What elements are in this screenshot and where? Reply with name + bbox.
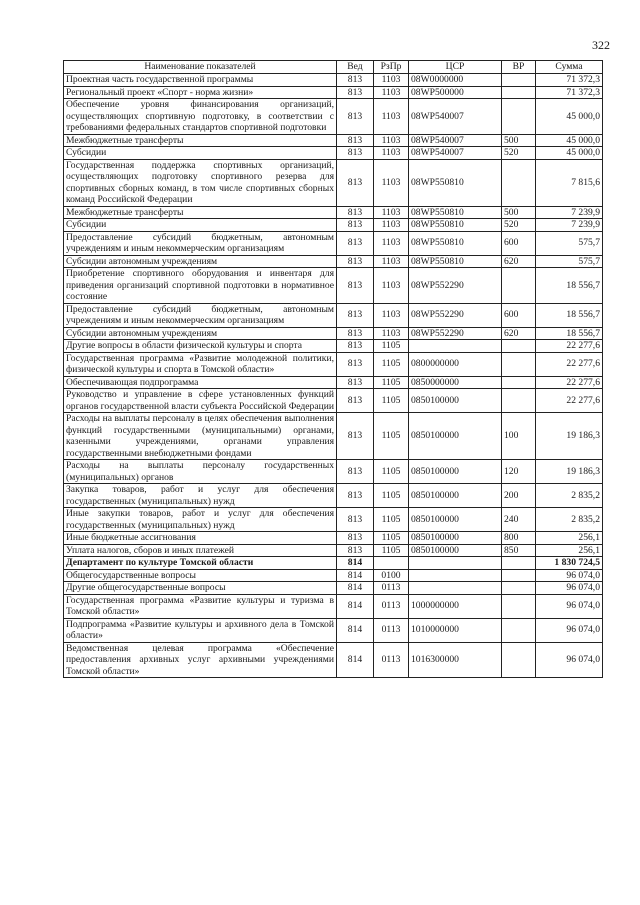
cell-ved: 813: [337, 255, 374, 268]
cell-rzpr: 1103: [374, 159, 409, 206]
cell-ved: 813: [337, 532, 374, 545]
cell-vr: 620: [502, 327, 536, 340]
cell-name: Иные бюджетные ассигнования: [64, 532, 337, 545]
table-row: [64, 484, 603, 508]
table-row: [64, 134, 603, 147]
cell-name: Расходы на выплаты персоналу в целях обеспечения выполнения функций государственными (муниципальными) органами, казенными учреждениями, органами управления государственными внебюджетными фондами: [64, 413, 337, 460]
cell-rzpr: 1105: [374, 460, 409, 484]
cell-vr: 240: [502, 508, 536, 532]
cell-rzpr: 1103: [374, 268, 409, 304]
cell-rzpr: 1105: [374, 352, 409, 376]
cell-sum: 45 000,0: [536, 99, 603, 135]
cell-csr: 0850100000: [409, 389, 502, 413]
cell-sum: 96 074,0: [536, 594, 603, 618]
header-sum: Сумма: [536, 61, 603, 74]
cell-vr: 800: [502, 532, 536, 545]
table-row: [64, 460, 603, 484]
table-row: [64, 413, 603, 460]
cell-ved: 813: [337, 99, 374, 135]
header-vr: ВР: [502, 61, 536, 74]
table-row: [64, 389, 603, 413]
cell-sum: 7 239,9: [536, 219, 603, 232]
cell-csr: 08WP550810: [409, 231, 502, 255]
cell-ved: 813: [337, 74, 374, 87]
cell-vr: [502, 268, 536, 304]
table-row: [64, 219, 603, 232]
table-row: [64, 303, 603, 327]
table-row: [64, 74, 603, 87]
cell-sum: 19 186,3: [536, 460, 603, 484]
cell-csr: 0850100000: [409, 413, 502, 460]
cell-ved: 813: [337, 206, 374, 219]
cell-csr: 08WP550810: [409, 255, 502, 268]
cell-name: Приобретение спортивного оборудования и инвентаря для приведения организаций спортивной подготовки в нормативное состояние: [64, 268, 337, 304]
cell-rzpr: 1105: [374, 413, 409, 460]
cell-rzpr: 1103: [374, 99, 409, 135]
cell-vr: [502, 642, 536, 678]
cell-ved: 813: [337, 86, 374, 99]
cell-ved: 813: [337, 268, 374, 304]
table-row: [64, 255, 603, 268]
cell-vr: [502, 569, 536, 582]
cell-sum: 96 074,0: [536, 569, 603, 582]
cell-rzpr: 1105: [374, 544, 409, 557]
cell-csr: 0850100000: [409, 508, 502, 532]
cell-sum: 2 835,2: [536, 484, 603, 508]
header-rzpr: РзПр: [374, 61, 409, 74]
cell-sum: 71 372,3: [536, 74, 603, 87]
cell-csr: 0850100000: [409, 460, 502, 484]
cell-name: Межбюджетные трансферты: [64, 134, 337, 147]
table-row: [64, 618, 603, 642]
cell-name: Ведомственная целевая программа «Обеспечение предоставления архивных услуг архивными учреждениями Томской области»: [64, 642, 337, 678]
cell-name: Руководство и управление в сфере установленных функций органов государственной власти субъекта Российской Федерации: [64, 389, 337, 413]
table-row: [64, 642, 603, 678]
cell-name: Расходы на выплаты персоналу государственных (муниципальных) органов: [64, 460, 337, 484]
cell-rzpr: 0113: [374, 582, 409, 595]
cell-rzpr: 1105: [374, 508, 409, 532]
cell-csr: 1016300000: [409, 642, 502, 678]
cell-vr: 500: [502, 206, 536, 219]
cell-sum: 18 556,7: [536, 268, 603, 304]
cell-vr: [502, 618, 536, 642]
cell-name: Закупка товаров, работ и услуг для обеспечения государственных (муниципальных) нужд: [64, 484, 337, 508]
cell-ved: 813: [337, 389, 374, 413]
table-row: [64, 231, 603, 255]
cell-rzpr: 1105: [374, 532, 409, 545]
cell-rzpr: 0100: [374, 569, 409, 582]
cell-sum: 22 277,6: [536, 340, 603, 353]
table-row: [64, 340, 603, 353]
cell-csr: 08W0000000: [409, 74, 502, 87]
cell-csr: [409, 582, 502, 595]
cell-name: Предоставление субсидий бюджетным, автономным учреждениям и иным некоммерческим организациям: [64, 303, 337, 327]
cell-sum: 19 186,3: [536, 413, 603, 460]
cell-sum: 22 277,6: [536, 376, 603, 389]
cell-sum: 256,1: [536, 532, 603, 545]
cell-rzpr: 1105: [374, 340, 409, 353]
cell-sum: 45 000,0: [536, 147, 603, 160]
table-row: [64, 557, 603, 570]
cell-rzpr: 0113: [374, 594, 409, 618]
cell-vr: [502, 74, 536, 87]
cell-csr: 08WP552290: [409, 327, 502, 340]
cell-sum: 575,7: [536, 231, 603, 255]
page-number: 322: [592, 38, 610, 52]
table-row: [64, 532, 603, 545]
cell-name: Субсидии автономным учреждениям: [64, 255, 337, 268]
table-row: [64, 376, 603, 389]
cell-vr: 600: [502, 303, 536, 327]
cell-ved: 814: [337, 557, 374, 570]
cell-vr: 500: [502, 134, 536, 147]
cell-vr: [502, 340, 536, 353]
cell-csr: 08WP552290: [409, 268, 502, 304]
cell-vr: [502, 582, 536, 595]
cell-vr: [502, 159, 536, 206]
cell-sum: 96 074,0: [536, 582, 603, 595]
cell-ved: 813: [337, 147, 374, 160]
cell-csr: [409, 557, 502, 570]
cell-rzpr: [374, 557, 409, 570]
cell-csr: [409, 569, 502, 582]
cell-name: Общегосударственные вопросы: [64, 569, 337, 582]
cell-rzpr: 1105: [374, 389, 409, 413]
cell-rzpr: 1103: [374, 219, 409, 232]
table-row: [64, 159, 603, 206]
cell-ved: 814: [337, 642, 374, 678]
cell-ved: 813: [337, 352, 374, 376]
cell-sum: 1 830 724,5: [536, 557, 603, 570]
cell-ved: 813: [337, 159, 374, 206]
cell-ved: 813: [337, 508, 374, 532]
cell-vr: 620: [502, 255, 536, 268]
cell-csr: 0850100000: [409, 484, 502, 508]
cell-name: Проектная часть государственной программы: [64, 74, 337, 87]
cell-name: Подпрограмма «Развитие культуры и архивного дела в Томской области»: [64, 618, 337, 642]
cell-sum: 71 372,3: [536, 86, 603, 99]
cell-name: Другие вопросы в области физической культуры и спорта: [64, 340, 337, 353]
cell-vr: 100: [502, 413, 536, 460]
cell-vr: 520: [502, 147, 536, 160]
cell-vr: [502, 389, 536, 413]
cell-ved: 814: [337, 569, 374, 582]
table-header-row: [64, 61, 603, 74]
cell-vr: 520: [502, 219, 536, 232]
cell-ved: 814: [337, 618, 374, 642]
cell-vr: [502, 376, 536, 389]
cell-sum: 2 835,2: [536, 508, 603, 532]
cell-csr: [409, 340, 502, 353]
cell-ved: 814: [337, 582, 374, 595]
cell-name: Обеспечивающая подпрограмма: [64, 376, 337, 389]
table-row: [64, 508, 603, 532]
cell-csr: 08WP550810: [409, 159, 502, 206]
cell-name: Субсидии: [64, 219, 337, 232]
cell-name: Предоставление субсидий бюджетным, автономным учреждениям и иным некоммерческим организациям: [64, 231, 337, 255]
cell-name: Государственная программа «Развитие молодежной политики, физической культуры и спорта в Томской области»: [64, 352, 337, 376]
cell-rzpr: 1105: [374, 376, 409, 389]
cell-rzpr: 1105: [374, 484, 409, 508]
cell-name: Государственная программа «Развитие культуры и туризма в Томской области»: [64, 594, 337, 618]
cell-ved: 813: [337, 340, 374, 353]
cell-vr: [502, 86, 536, 99]
cell-csr: 0850000000: [409, 376, 502, 389]
cell-rzpr: 0113: [374, 642, 409, 678]
cell-csr: 08WP540007: [409, 99, 502, 135]
header-ved: Вед: [337, 61, 374, 74]
cell-ved: 813: [337, 484, 374, 508]
cell-ved: 813: [337, 544, 374, 557]
cell-csr: 0850100000: [409, 532, 502, 545]
table-row: [64, 594, 603, 618]
cell-rzpr: 1103: [374, 206, 409, 219]
cell-sum: 7 815,6: [536, 159, 603, 206]
cell-csr: 08WP540007: [409, 147, 502, 160]
cell-csr: 08WP540007: [409, 134, 502, 147]
cell-csr: 0850100000: [409, 544, 502, 557]
cell-vr: [502, 557, 536, 570]
cell-name: Межбюджетные трансферты: [64, 206, 337, 219]
cell-vr: [502, 594, 536, 618]
cell-csr: 1000000000: [409, 594, 502, 618]
table-row: [64, 327, 603, 340]
cell-rzpr: 1103: [374, 255, 409, 268]
cell-csr: 1010000000: [409, 618, 502, 642]
cell-name: Региональный проект «Спорт - норма жизни»: [64, 86, 337, 99]
cell-rzpr: 1103: [374, 86, 409, 99]
cell-ved: 814: [337, 594, 374, 618]
cell-sum: 96 074,0: [536, 618, 603, 642]
cell-ved: 813: [337, 134, 374, 147]
budget-table: [63, 60, 603, 678]
cell-sum: 45 000,0: [536, 134, 603, 147]
cell-name: Государственная поддержка спортивных организаций, осуществляющих подготовку спортивного резерва для спортивных сборных команд, в том числе спортивных сборных команд Российской Федерации: [64, 159, 337, 206]
cell-name: Субсидии автономным учреждениям: [64, 327, 337, 340]
cell-csr: 08WP550810: [409, 219, 502, 232]
table-body: [64, 74, 603, 678]
cell-name: Обеспечение уровня финансирования организаций, осуществляющих спортивную подготовку, в соответствии с требованиями федеральных стандартов спортивной подготовки: [64, 99, 337, 135]
cell-vr: 200: [502, 484, 536, 508]
cell-name: Уплата налогов, сборов и иных платежей: [64, 544, 337, 557]
table-row: [64, 352, 603, 376]
cell-name: Субсидии: [64, 147, 337, 160]
cell-sum: 22 277,6: [536, 389, 603, 413]
cell-ved: 813: [337, 413, 374, 460]
cell-rzpr: 1103: [374, 327, 409, 340]
cell-ved: 813: [337, 303, 374, 327]
cell-name: Иные закупки товаров, работ и услуг для обеспечения государственных (муниципальных) нужд: [64, 508, 337, 532]
cell-sum: 22 277,6: [536, 352, 603, 376]
cell-name: Другие общегосударственные вопросы: [64, 582, 337, 595]
cell-sum: 18 556,7: [536, 303, 603, 327]
cell-ved: 813: [337, 460, 374, 484]
cell-ved: 813: [337, 231, 374, 255]
cell-csr: 0800000000: [409, 352, 502, 376]
cell-rzpr: 1103: [374, 74, 409, 87]
table-row: [64, 268, 603, 304]
cell-rzpr: 1103: [374, 303, 409, 327]
cell-rzpr: 1103: [374, 147, 409, 160]
cell-vr: 850: [502, 544, 536, 557]
cell-ved: 813: [337, 327, 374, 340]
cell-sum: 96 074,0: [536, 642, 603, 678]
table-row: [64, 569, 603, 582]
header-csr: ЦСР: [409, 61, 502, 74]
table-row: [64, 582, 603, 595]
cell-sum: 256,1: [536, 544, 603, 557]
cell-ved: 813: [337, 219, 374, 232]
cell-vr: 600: [502, 231, 536, 255]
table-row: [64, 147, 603, 160]
table-row: [64, 86, 603, 99]
cell-sum: 7 239,9: [536, 206, 603, 219]
cell-rzpr: 0113: [374, 618, 409, 642]
table-row: [64, 206, 603, 219]
cell-ved: 813: [337, 376, 374, 389]
cell-vr: [502, 352, 536, 376]
table-row: [64, 544, 603, 557]
cell-sum: 18 556,7: [536, 327, 603, 340]
cell-rzpr: 1103: [374, 134, 409, 147]
cell-rzpr: 1103: [374, 231, 409, 255]
header-name: Наименование показателей: [64, 61, 337, 74]
cell-csr: 08WP550810: [409, 206, 502, 219]
cell-sum: 575,7: [536, 255, 603, 268]
cell-vr: [502, 99, 536, 135]
cell-name: Департамент по культуре Томской области: [64, 557, 337, 570]
cell-vr: 120: [502, 460, 536, 484]
cell-csr: 08WP500000: [409, 86, 502, 99]
cell-csr: 08WP552290: [409, 303, 502, 327]
table-row: [64, 99, 603, 135]
